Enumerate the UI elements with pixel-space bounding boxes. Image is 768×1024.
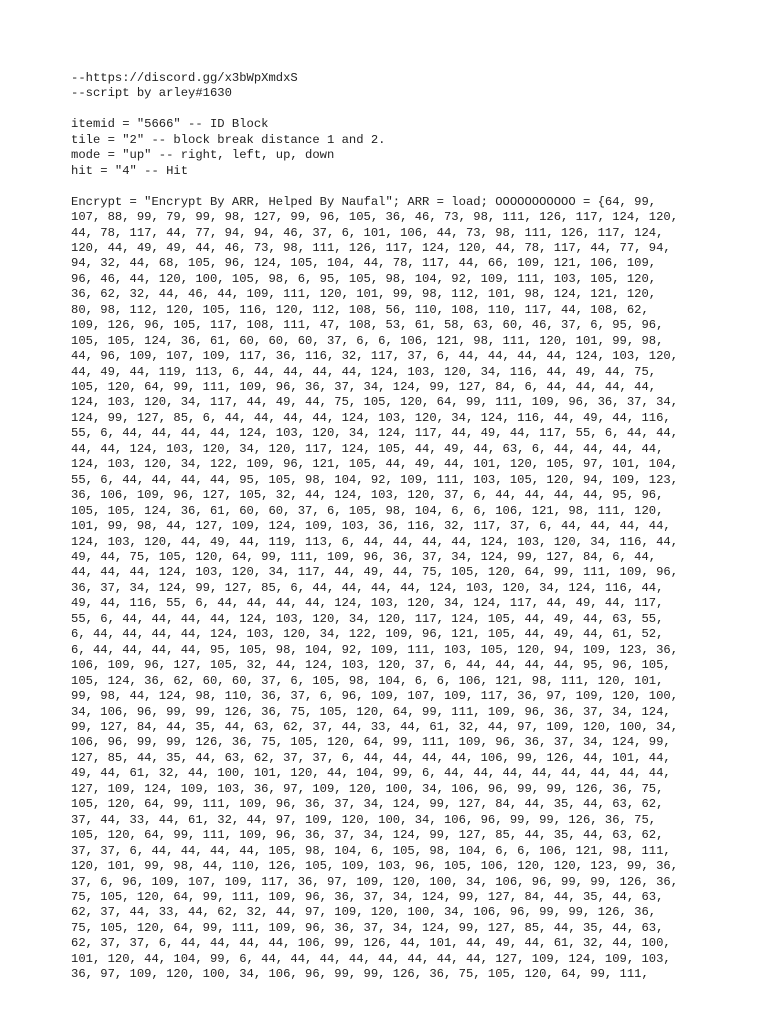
encrypted-code-line: 6, 44, 44, 44, 44, 95, 105, 98, 104, 92, 109, 111, 103, 105, 120, 94, 109, 123, 36, [71,642,679,657]
encrypted-code-line: 101, 120, 44, 104, 99, 6, 44, 44, 44, 44, 44, 44, 44, 44, 127, 109, 124, 109, 103, [71,951,671,966]
encrypted-code-line: 80, 98, 112, 120, 105, 116, 120, 112, 108, 56, 110, 108, 110, 117, 44, 108, 62, [71,302,649,317]
encrypted-code-line: 44, 44, 44, 124, 103, 120, 34, 117, 44, 49, 44, 75, 105, 120, 64, 99, 111, 109, 96, [71,565,679,580]
header-comments [71,71,701,102]
encrypted-code-line: 120, 44, 49, 49, 44, 46, 73, 98, 111, 126, 117, 124, 120, 44, 78, 117, 44, 77, 94, [71,240,671,255]
settings-block [71,117,701,179]
encrypted-code-line: 36, 62, 32, 44, 46, 44, 109, 111, 120, 101, 99, 98, 112, 101, 98, 124, 121, 120, [71,287,657,302]
encrypted-code-line: 44, 96, 109, 107, 109, 117, 36, 116, 32, 117, 37, 6, 44, 44, 44, 44, 124, 103, 120, [71,349,679,364]
encrypted-code-line: 105, 120, 64, 99, 111, 109, 96, 36, 37, 34, 124, 99, 127, 85, 44, 35, 44, 63, 62, [71,828,664,843]
encrypted-code-line: 120, 101, 99, 98, 44, 110, 126, 105, 109, 103, 96, 105, 106, 120, 120, 123, 99, 36, [71,859,679,874]
encrypted-code-line: 127, 109, 124, 109, 103, 36, 97, 109, 120, 100, 34, 106, 96, 99, 99, 126, 36, 75, [71,781,664,796]
encrypted-code-line: 36, 106, 109, 96, 127, 105, 32, 44, 124, 103, 120, 37, 6, 44, 44, 44, 44, 95, 96, [71,488,664,503]
encrypted-code-line: 101, 99, 98, 44, 127, 109, 124, 109, 103, 36, 116, 32, 117, 37, 6, 44, 44, 44, 44, [71,519,671,534]
encrypted-code-line: 6, 44, 44, 44, 44, 124, 103, 120, 34, 122, 109, 96, 121, 105, 44, 49, 44, 61, 52, [71,627,664,642]
encrypted-code-line: 105, 120, 64, 99, 111, 109, 96, 36, 37, 34, 124, 99, 127, 84, 44, 35, 44, 63, 62, [71,797,664,812]
encrypted-code-block [71,195,701,983]
encrypted-code-line: 99, 127, 84, 44, 35, 44, 63, 62, 37, 44, 33, 44, 61, 32, 44, 97, 109, 120, 100, 34, [71,720,679,734]
encrypted-code-line: 124, 103, 120, 44, 49, 44, 119, 113, 6, 44, 44, 44, 44, 124, 103, 120, 34, 116, 44, [71,534,679,549]
encrypted-code-line: 34, 106, 96, 99, 99, 126, 36, 75, 105, 120, 64, 99, 111, 109, 96, 36, 37, 34, 124, [71,704,671,719]
encrypted-code-line: 55, 6, 44, 44, 44, 44, 124, 103, 120, 34, 120, 117, 124, 105, 44, 49, 44, 63, 55, [71,611,664,626]
discord-link-comment: --https://discord.gg/x3bWpXmdxS [71,71,298,85]
encrypted-code-line: 75, 105, 120, 64, 99, 111, 109, 96, 36, 37, 34, 124, 99, 127, 85, 44, 35, 44, 63, [71,920,664,935]
encrypted-code-line: 106, 96, 99, 99, 126, 36, 75, 105, 120, 64, 99, 111, 109, 96, 36, 37, 34, 124, 99, [71,735,671,750]
encrypted-code-line: 36, 97, 109, 120, 100, 34, 106, 96, 99, 99, 126, 36, 75, 105, 120, 64, 99, 111, [71,967,649,982]
encrypted-code-line: 55, 6, 44, 44, 44, 44, 95, 105, 98, 104, 92, 109, 111, 103, 105, 120, 94, 109, 123, [71,472,679,487]
encrypted-code-line: 49, 44, 116, 55, 6, 44, 44, 44, 44, 124, 103, 120, 34, 124, 117, 44, 49, 44, 117, [71,596,664,611]
blank-line [71,179,701,194]
encrypted-code-line: 105, 124, 36, 62, 60, 60, 37, 6, 105, 98, 104, 6, 6, 106, 121, 98, 111, 120, 101, [71,673,664,688]
encrypted-code-line: 124, 103, 120, 34, 117, 44, 49, 44, 75, 105, 120, 64, 99, 111, 109, 96, 36, 37, 34, [71,395,679,410]
encrypted-code-line: 62, 37, 44, 33, 44, 62, 32, 44, 97, 109, 120, 100, 34, 106, 96, 99, 99, 126, 36, [71,905,657,920]
encrypted-code-line: 49, 44, 75, 105, 120, 64, 99, 111, 109, 96, 36, 37, 34, 124, 99, 127, 84, 6, 44, [71,550,657,565]
author-comment: --script by arley#1630 [71,86,232,101]
encrypted-code-line: 124, 99, 127, 85, 6, 44, 44, 44, 44, 124, 103, 120, 34, 124, 116, 44, 49, 44, 116, [71,410,671,425]
encrypted-code-line: Encrypt = "Encrypt By ARR, Helped By Naufal"; ARR = load; OOOOOOOOOOO = {64, 99, [71,194,657,209]
hit-setting: hit = "4" -- Hit [71,163,189,178]
tile-setting: tile = "2" -- block break distance 1 and 2. [71,132,386,147]
encrypted-code-line: 107, 88, 99, 79, 99, 98, 127, 99, 96, 105, 36, 46, 73, 98, 111, 126, 117, 124, 120, [71,210,679,225]
encrypted-code-line: 49, 44, 61, 32, 44, 100, 101, 120, 44, 104, 99, 6, 44, 44, 44, 44, 44, 44, 44, 44, [71,766,671,781]
encrypted-code-line: 55, 6, 44, 44, 44, 44, 124, 103, 120, 34, 124, 117, 44, 49, 44, 117, 55, 6, 44, 44, [71,426,679,441]
encrypted-code-line: 96, 46, 44, 120, 100, 105, 98, 6, 95, 105, 98, 104, 92, 109, 111, 103, 105, 120, [71,271,657,286]
encrypted-code-line: 37, 37, 6, 44, 44, 44, 44, 105, 98, 104, 6, 105, 98, 104, 6, 6, 106, 121, 98, 111, [71,843,671,858]
encrypted-code-line: 106, 109, 96, 127, 105, 32, 44, 124, 103, 120, 37, 6, 44, 44, 44, 44, 95, 96, 105, [71,658,671,673]
encrypted-code-line: 109, 126, 96, 105, 117, 108, 111, 47, 108, 53, 61, 58, 63, 60, 46, 37, 6, 95, 96, [71,318,664,333]
encrypted-code-line: 105, 105, 124, 36, 61, 60, 60, 37, 6, 105, 98, 104, 6, 6, 106, 121, 98, 111, 120, [71,503,664,518]
encrypted-code-line: 62, 37, 37, 6, 44, 44, 44, 44, 106, 99, 126, 44, 101, 44, 49, 44, 61, 32, 44, 100, [71,936,671,951]
blank-line [71,102,701,117]
encrypted-code-line: 37, 6, 96, 109, 107, 109, 117, 36, 97, 109, 120, 100, 34, 106, 96, 99, 99, 126, 36, [71,874,679,889]
encrypted-code-line: 37, 44, 33, 44, 61, 32, 44, 97, 109, 120, 100, 34, 106, 96, 99, 99, 126, 36, 75, [71,812,657,827]
encrypted-code-line: 105, 120, 64, 99, 111, 109, 96, 36, 37, 34, 124, 99, 127, 84, 6, 44, 44, 44, 44, [71,380,657,395]
encrypted-code-line: 99, 98, 44, 124, 98, 110, 36, 37, 6, 96, 109, 107, 109, 117, 36, 97, 109, 120, 100, [71,689,679,704]
encrypted-code-line: 94, 32, 44, 68, 105, 96, 124, 105, 104, 44, 78, 117, 44, 66, 109, 121, 106, 109, [71,256,657,271]
mode-setting: mode = "up" -- right, left, up, down [71,148,335,163]
encrypted-code-line: 36, 37, 34, 124, 99, 127, 85, 6, 44, 44, 44, 44, 124, 103, 120, 34, 124, 116, 44, [71,580,664,595]
encrypted-code-line: 127, 85, 44, 35, 44, 63, 62, 37, 37, 6, 44, 44, 44, 44, 106, 99, 126, 44, 101, 44, [71,750,671,765]
itemid-setting: itemid = "5666" -- ID Block [71,117,269,132]
encrypted-code-line: 75, 105, 120, 64, 99, 111, 109, 96, 36, 37, 34, 124, 99, 127, 84, 44, 35, 44, 63, [71,889,664,904]
encrypted-code-line: 44, 44, 124, 103, 120, 34, 120, 117, 124, 105, 44, 49, 44, 63, 6, 44, 44, 44, 44, [71,441,664,456]
encrypted-code-line: 44, 78, 117, 44, 77, 94, 94, 46, 37, 6, 101, 106, 44, 73, 98, 111, 126, 117, 124, [71,225,664,240]
script-document [71,71,701,983]
encrypted-code-line: 105, 105, 124, 36, 61, 60, 60, 60, 37, 6, 6, 106, 121, 98, 111, 120, 101, 99, 98, [71,333,664,348]
encrypted-code-line: 44, 49, 44, 119, 113, 6, 44, 44, 44, 44, 124, 103, 120, 34, 116, 44, 49, 44, 75, [71,364,657,379]
encrypted-code-line: 124, 103, 120, 34, 122, 109, 96, 121, 105, 44, 49, 44, 101, 120, 105, 97, 101, 104, [71,457,679,472]
